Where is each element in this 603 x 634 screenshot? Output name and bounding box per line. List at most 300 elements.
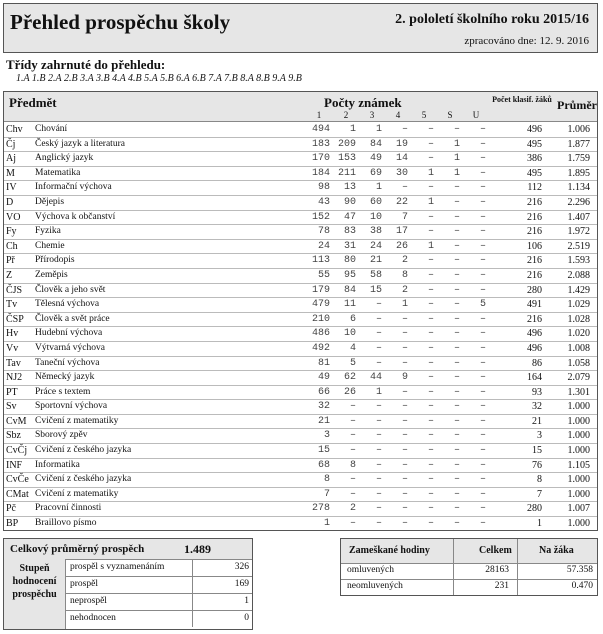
grade-count: 184 xyxy=(311,167,330,179)
grade-col-u: U xyxy=(472,110,480,120)
grade-count: – xyxy=(375,401,382,413)
grade-count: 15 xyxy=(317,445,330,457)
subject-average: 1.006 xyxy=(567,124,590,135)
student-count: 496 xyxy=(527,124,542,135)
grade-count: 11 xyxy=(343,299,356,311)
table-row xyxy=(4,517,597,531)
average-column-header: Průměr xyxy=(557,98,597,112)
grade-count: 8 xyxy=(401,269,408,281)
table-row xyxy=(4,211,597,226)
grade-col-2: 2 xyxy=(343,110,349,120)
absence-row: neomluvených 231 0.470 xyxy=(347,581,593,591)
grades-table xyxy=(3,91,598,531)
grade-count: – xyxy=(401,430,408,442)
grade-count: – xyxy=(479,255,486,267)
grade-count: 55 xyxy=(317,269,330,281)
subject-average: 1.020 xyxy=(567,328,590,340)
grade-count: – xyxy=(479,182,486,194)
subject-abbr: ČSP xyxy=(6,313,24,325)
grade-count: 15 xyxy=(369,284,382,296)
subject-abbr: INF xyxy=(6,459,23,471)
subject-average: 2.519 xyxy=(567,240,590,252)
student-count: 216 xyxy=(527,211,542,223)
subject-average: 1.301 xyxy=(567,386,590,398)
grade-count: 68 xyxy=(317,459,330,471)
absences-label: Zameškané hodiny xyxy=(349,545,430,556)
grade-count: – xyxy=(427,474,434,486)
grade-count: – xyxy=(479,226,486,238)
grade-count: 113 xyxy=(311,255,330,267)
table-row xyxy=(4,502,597,517)
subject-abbr: Z xyxy=(6,269,13,281)
grade-count: 47 xyxy=(343,211,356,223)
subject-name: Braillovo písmo xyxy=(35,518,97,529)
subject-name: Chemie xyxy=(35,240,65,251)
grade-count: 8 xyxy=(323,474,330,486)
subject-average: 1.000 xyxy=(567,488,590,500)
grade-count: 1 xyxy=(427,196,434,208)
grade-count: 30 xyxy=(395,167,408,179)
grades-column-header: Počty známek xyxy=(324,95,402,110)
grade-count: 494 xyxy=(311,124,330,135)
subject-average: 2.296 xyxy=(567,196,590,208)
grade-col-3: 3 xyxy=(369,110,375,120)
grade-count: 153 xyxy=(337,153,356,165)
subject-name: Německý jazyk xyxy=(35,372,95,383)
grade-count: – xyxy=(479,430,486,442)
grade-count: – xyxy=(401,357,408,369)
grade-count: – xyxy=(349,401,356,413)
grade-count: 1 xyxy=(323,518,330,530)
grade-count: – xyxy=(401,415,408,427)
grade-count: – xyxy=(453,226,460,238)
grade-count: – xyxy=(453,211,460,223)
grade-count: – xyxy=(479,124,486,135)
subject-name: Zeměpis xyxy=(35,269,68,280)
student-count: 496 xyxy=(527,342,542,354)
grade-count: 5 xyxy=(479,299,486,311)
grade-count: – xyxy=(401,503,408,515)
subject-name: Člověk a svět práce xyxy=(35,313,110,324)
subject-abbr: IV xyxy=(6,182,17,194)
table-row xyxy=(4,167,597,182)
grade-count: 32 xyxy=(317,401,330,413)
table-row xyxy=(4,444,597,459)
grade-count: – xyxy=(427,372,434,384)
table-row xyxy=(4,473,597,488)
classes-heading: Třídy zahrnuté do přehledu: xyxy=(6,57,166,72)
grade-count: 2 xyxy=(401,284,408,296)
grade-count: – xyxy=(375,342,382,354)
subject-average: 1.134 xyxy=(567,182,590,194)
student-count: 386 xyxy=(527,153,542,165)
grade-count: – xyxy=(479,240,486,252)
grade-count: – xyxy=(453,401,460,413)
grade-count: – xyxy=(349,518,356,530)
subject-average: 2.088 xyxy=(567,269,590,281)
student-count: 280 xyxy=(527,284,542,296)
table-row xyxy=(4,269,597,284)
subject-name: Informační výchova xyxy=(35,182,112,193)
student-count: 216 xyxy=(527,255,542,267)
grade-count: 1 xyxy=(375,386,382,398)
subject-abbr: Př xyxy=(6,255,15,267)
grade-count: 2 xyxy=(401,255,408,267)
grade-count: 98 xyxy=(317,182,330,194)
grade-count: – xyxy=(479,211,486,223)
page-title: Přehled prospěchu školy xyxy=(10,10,231,34)
grade-count: – xyxy=(479,518,486,530)
subject-abbr: Chv xyxy=(6,124,23,135)
grade-count: 170 xyxy=(311,153,330,165)
grade-count: – xyxy=(453,518,460,530)
grade-count: 69 xyxy=(369,167,382,179)
subject-abbr: Fy xyxy=(6,226,17,238)
grade-count: – xyxy=(401,328,408,340)
grade-count: – xyxy=(375,415,382,427)
student-count: 216 xyxy=(527,226,542,238)
student-count: 32 xyxy=(532,401,542,413)
grade-count: – xyxy=(453,445,460,457)
student-count: 86 xyxy=(532,357,542,369)
subject-average: 2.079 xyxy=(567,372,590,384)
grade-count: – xyxy=(453,415,460,427)
grade-count: – xyxy=(479,459,486,471)
subject-name: Anglický jazyk xyxy=(35,153,94,164)
subject-name: Cvičení z matematiky xyxy=(35,415,119,426)
grade-count: 2 xyxy=(349,503,356,515)
grade-count: 211 xyxy=(337,167,356,179)
student-count: 21 xyxy=(532,415,542,427)
grade-count: 26 xyxy=(395,240,408,252)
table-row xyxy=(4,254,597,269)
grade-count: – xyxy=(401,474,408,486)
grade-count: 49 xyxy=(317,372,330,384)
grade-col-4: 4 xyxy=(395,110,401,120)
grade-count: 1 xyxy=(453,153,460,165)
subject-average: 1.000 xyxy=(567,430,590,442)
subject-average: 1.593 xyxy=(567,255,590,267)
subject-abbr: CMat xyxy=(6,488,29,500)
grade-count: 83 xyxy=(343,226,356,238)
grade-count: 1 xyxy=(375,124,382,135)
grade-count: – xyxy=(427,342,434,354)
grade-count: 8 xyxy=(349,459,356,471)
table-row xyxy=(4,342,597,357)
student-count: 216 xyxy=(527,313,542,325)
grade-count: – xyxy=(349,415,356,427)
grade-count: – xyxy=(453,386,460,398)
grade-count: – xyxy=(427,386,434,398)
grade-count: – xyxy=(453,342,460,354)
subject-average: 1.029 xyxy=(567,299,590,311)
grade-count: 62 xyxy=(343,372,356,384)
subject-name: Hudební výchova xyxy=(35,328,103,339)
grade-row: prospěl 169 xyxy=(66,576,252,594)
grade-count: – xyxy=(427,124,434,135)
grade-count: – xyxy=(453,255,460,267)
grade-count: – xyxy=(375,503,382,515)
student-count: 280 xyxy=(527,503,542,515)
grade-count: 84 xyxy=(369,138,382,150)
grade-count: – xyxy=(401,459,408,471)
grade-count: – xyxy=(453,182,460,194)
grade-count: 95 xyxy=(343,269,356,281)
table-row xyxy=(4,196,597,211)
student-count: 496 xyxy=(527,328,542,340)
grade-count: – xyxy=(375,459,382,471)
grade-count: – xyxy=(479,138,486,150)
grade-count: 5 xyxy=(349,357,356,369)
subject-name: Cvičení z českého jazyka xyxy=(35,445,132,456)
student-count: 216 xyxy=(527,269,542,281)
grade-count: 4 xyxy=(349,342,356,354)
subject-average: 1.877 xyxy=(567,138,590,150)
grade-count: – xyxy=(427,313,434,325)
subject-average: 1.008 xyxy=(567,342,590,354)
grade-count: – xyxy=(479,386,486,398)
grade-count: – xyxy=(479,196,486,208)
grade-count: – xyxy=(427,415,434,427)
grade-count: – xyxy=(401,313,408,325)
grade-count: 1 xyxy=(427,240,434,252)
grade-count: – xyxy=(375,488,382,500)
grade-count: 81 xyxy=(317,357,330,369)
subject-name: Sportovní výchova xyxy=(35,401,108,412)
grade-count: 10 xyxy=(369,211,382,223)
grade-count: – xyxy=(479,503,486,515)
subject-abbr: CvČj xyxy=(6,445,28,457)
subject-average: 1.000 xyxy=(567,518,590,530)
subject-name: Český jazyk a literatura xyxy=(35,138,125,149)
grade-count: – xyxy=(401,182,408,194)
subject-name: Chování xyxy=(35,124,68,134)
grade-count: 14 xyxy=(395,153,408,165)
grade-count: 21 xyxy=(369,255,382,267)
grade-count: 44 xyxy=(369,372,382,384)
subject-abbr: Aj xyxy=(6,153,16,165)
grade-count: 80 xyxy=(343,255,356,267)
grade-row: neprospěl 1 xyxy=(66,593,252,611)
grade-count: 58 xyxy=(369,269,382,281)
table-row xyxy=(4,357,597,372)
student-count: 495 xyxy=(527,138,542,150)
subject-abbr: ČJS xyxy=(6,284,23,296)
subject-name: Výchova k občanství xyxy=(35,211,116,222)
subject-name: Cvičení z českého jazyka xyxy=(35,474,132,485)
grade-count: – xyxy=(427,357,434,369)
grade-count: 90 xyxy=(343,196,356,208)
grade-count: 66 xyxy=(317,386,330,398)
student-count: 3 xyxy=(537,430,542,442)
table-row xyxy=(4,400,597,415)
subject-abbr: Hv xyxy=(6,328,19,340)
grade-count: – xyxy=(427,430,434,442)
subject-name: Sborový zpěv xyxy=(35,430,88,441)
grade-count: – xyxy=(453,299,460,311)
grade-count: – xyxy=(427,255,434,267)
subject-average: 1.407 xyxy=(567,211,590,223)
period-label: 2. pololetí školního roku 2015/16 xyxy=(395,12,589,27)
subject-average: 1.058 xyxy=(567,357,590,369)
grade-count: – xyxy=(375,299,382,311)
student-count: 15 xyxy=(532,445,542,457)
grade-count: 19 xyxy=(395,138,408,150)
grade-count: – xyxy=(479,284,486,296)
student-count: 8 xyxy=(537,474,542,486)
grade-count: – xyxy=(453,269,460,281)
grade-count: – xyxy=(479,474,486,486)
table-header xyxy=(4,92,597,122)
grade-count: 1 xyxy=(401,299,408,311)
grade-count: – xyxy=(427,445,434,457)
grade-count: – xyxy=(427,211,434,223)
subject-name: Pracovní činnosti xyxy=(35,503,102,514)
grade-count: 17 xyxy=(395,226,408,238)
subject-abbr: D xyxy=(6,196,14,208)
grade-count: – xyxy=(401,518,408,530)
student-count: 76 xyxy=(532,459,542,471)
grade-count: 3 xyxy=(323,430,330,442)
grade-col-5: 5 xyxy=(421,110,427,120)
grade-count: – xyxy=(349,488,356,500)
table-row xyxy=(4,138,597,153)
grade-count: 84 xyxy=(343,284,356,296)
subject-name: Informatika xyxy=(35,459,80,470)
grade-count: 9 xyxy=(401,372,408,384)
grade-count: – xyxy=(401,342,408,354)
grade-count: – xyxy=(427,299,434,311)
subject-average: 1.105 xyxy=(567,459,590,471)
grade-count: – xyxy=(453,488,460,500)
subject-average: 1.895 xyxy=(567,167,590,179)
grade-count: – xyxy=(453,240,460,252)
table-row xyxy=(4,298,597,313)
table-row xyxy=(4,459,597,474)
grade-count: – xyxy=(479,313,486,325)
grade-count: – xyxy=(479,372,486,384)
grade-count: 31 xyxy=(343,240,356,252)
grade-count: – xyxy=(479,445,486,457)
grade-count: 38 xyxy=(369,226,382,238)
subject-name: Matematika xyxy=(35,167,81,178)
grade-count: – xyxy=(375,474,382,486)
grade-count: – xyxy=(349,474,356,486)
grade-count: 278 xyxy=(311,503,330,515)
table-row xyxy=(4,181,597,196)
grade-count: 179 xyxy=(311,284,330,296)
grade-count: – xyxy=(453,196,460,208)
subject-name: Přírodopis xyxy=(35,255,75,266)
grade-count: 49 xyxy=(369,153,382,165)
grade-count: – xyxy=(479,167,486,179)
grade-count: 486 xyxy=(311,328,330,340)
grade-count: – xyxy=(479,342,486,354)
grade-count: 24 xyxy=(369,240,382,252)
grade-count: – xyxy=(479,357,486,369)
absences-per-header: Na žáka xyxy=(539,545,574,556)
grade-count: – xyxy=(453,459,460,471)
subject-abbr: Pč xyxy=(6,503,16,515)
grade-count: – xyxy=(349,445,356,457)
table-row xyxy=(4,429,597,444)
grade-count: 210 xyxy=(311,313,330,325)
summary-box xyxy=(3,538,253,630)
grade-count: 6 xyxy=(349,313,356,325)
grade-count: 13 xyxy=(343,182,356,194)
subject-average: 1.759 xyxy=(567,153,590,165)
report-header xyxy=(3,3,598,53)
subject-abbr: M xyxy=(6,167,15,179)
absences-box xyxy=(340,538,598,596)
subject-average: 1.000 xyxy=(567,415,590,427)
subject-name: Práce s textem xyxy=(35,386,91,397)
grade-count: 24 xyxy=(317,240,330,252)
grade-count: 21 xyxy=(317,415,330,427)
absence-row: omluvených 28163 57.358 xyxy=(341,563,597,580)
subject-abbr: PT xyxy=(6,386,18,398)
grade-count: – xyxy=(453,372,460,384)
subject-average: 1.007 xyxy=(567,503,590,515)
grade-row: prospěl s vyznamenáním 326 xyxy=(66,559,252,577)
grade-count: – xyxy=(479,415,486,427)
grade-count: – xyxy=(479,401,486,413)
grade-count: – xyxy=(375,357,382,369)
subject-name: Člověk a jeho svět xyxy=(35,284,106,295)
grade-count: – xyxy=(401,445,408,457)
subject-average: 1.972 xyxy=(567,226,590,238)
subject-abbr: Vv xyxy=(6,342,19,354)
grade-count: 26 xyxy=(343,386,356,398)
student-count: 495 xyxy=(527,167,542,179)
grade-count: – xyxy=(427,284,434,296)
subject-average: 1.000 xyxy=(567,401,590,413)
grade-count: – xyxy=(479,488,486,500)
grade-count: – xyxy=(453,357,460,369)
grade-count: – xyxy=(401,386,408,398)
grade-count: – xyxy=(427,518,434,530)
student-count: 491 xyxy=(527,299,542,311)
grade-count: – xyxy=(453,474,460,486)
grade-count: – xyxy=(453,503,460,515)
grade-count: 10 xyxy=(343,328,356,340)
student-count: 112 xyxy=(527,182,542,194)
grade-count: – xyxy=(427,153,434,165)
grade-count: 1 xyxy=(453,167,460,179)
grade-count: 183 xyxy=(311,138,330,150)
grade-count: – xyxy=(453,284,460,296)
grade-count: – xyxy=(427,459,434,471)
grade-count: 60 xyxy=(369,196,382,208)
grade-count: – xyxy=(427,503,434,515)
grade-count: 1 xyxy=(375,182,382,194)
subject-name: Dějepis xyxy=(35,196,65,207)
grade-count: – xyxy=(349,430,356,442)
grade-count: – xyxy=(427,488,434,500)
grade-count: – xyxy=(479,269,486,281)
subject-column-header: Předmět xyxy=(9,95,57,110)
count-column-header: Počet klasif. žáků xyxy=(492,95,552,104)
table-row xyxy=(4,371,597,386)
subject-name: Fyzika xyxy=(35,226,61,237)
subject-abbr: VO xyxy=(6,211,21,223)
subject-name: Cvičení z matematiky xyxy=(35,488,119,499)
grade-count: – xyxy=(427,328,434,340)
processed-date: zpracováno dne: 12. 9. 2016 xyxy=(464,35,589,47)
table-row xyxy=(4,313,597,328)
student-count: 106 xyxy=(527,240,542,252)
table-row xyxy=(4,327,597,342)
